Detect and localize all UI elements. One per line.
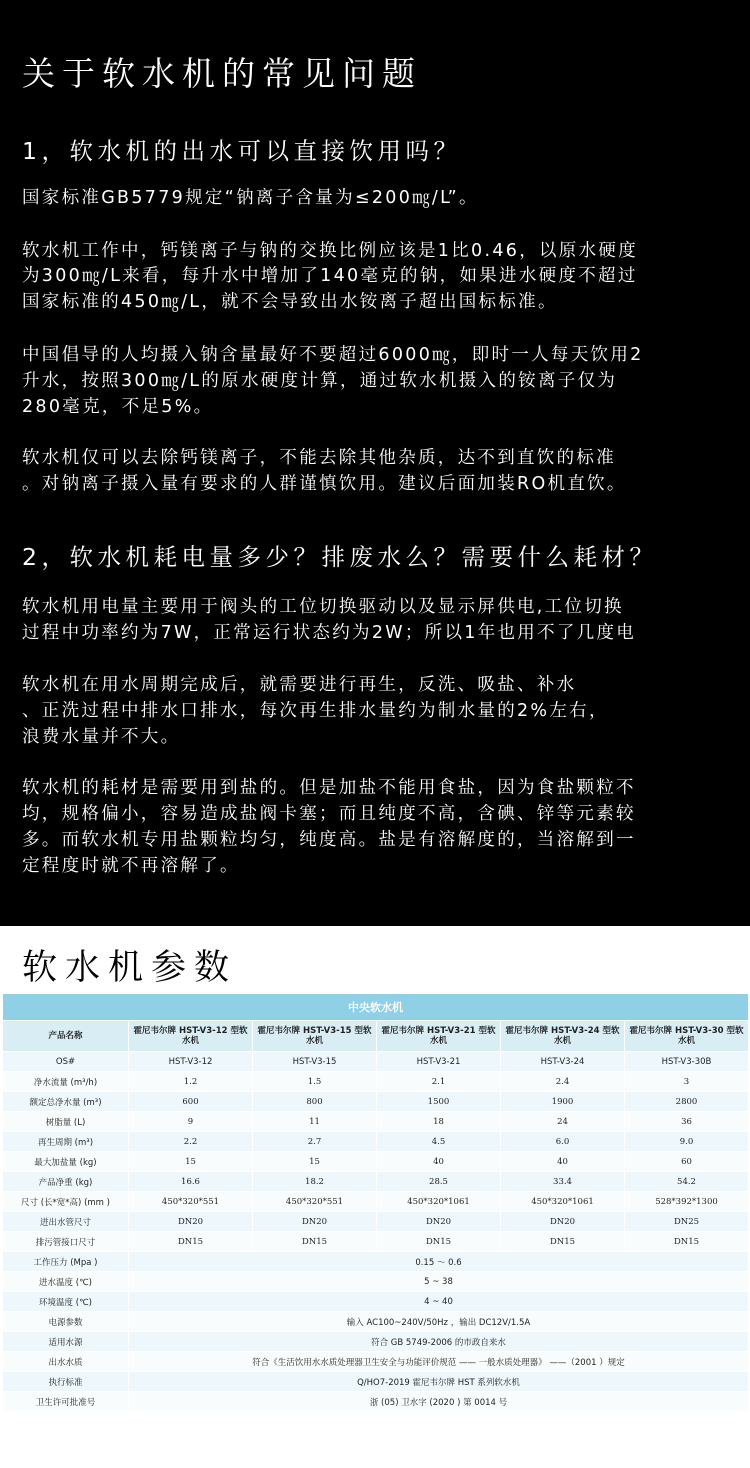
table-banner-row <box>3 994 749 1021</box>
table-cell: 2.4 <box>501 1072 625 1092</box>
table-row <box>3 1332 749 1352</box>
table-cell: 18 <box>377 1112 501 1132</box>
model-name: 霍尼韦尔牌 HST-V3-15 型软水机 <box>253 1021 377 1052</box>
table-row <box>3 1132 749 1152</box>
table-cell-merged: Q/HO7-2019 霍尼韦尔牌 HST 系列软水机 <box>129 1372 749 1392</box>
table-cell: 40 <box>377 1152 501 1172</box>
table-cell: 24 <box>501 1112 625 1132</box>
row-label: 工作压力 (Mpa ) <box>3 1252 129 1272</box>
table-row <box>3 1212 749 1232</box>
table-cell-merged: 浙 (05) 卫水字 (2020 ) 第 0014 号 <box>129 1392 749 1412</box>
table-cell: 33.4 <box>501 1172 625 1192</box>
table-cell: 60 <box>625 1152 749 1172</box>
table-cell: 528*392*1300 <box>625 1192 749 1212</box>
row-label: 出水水质 <box>3 1352 129 1372</box>
table-cell: DN20 <box>377 1212 501 1232</box>
row-label: 产品净重 (kg) <box>3 1172 129 1192</box>
row-label: 尺寸 (长*宽*高) (mm ) <box>3 1192 129 1212</box>
faq-answer-1-line: 升水，按照300㎎/L的原水硬度计算，通过软水机摄入的铵离子仅为 <box>22 371 618 391</box>
table-cell: DN15 <box>377 1232 501 1252</box>
table-cell: 28.5 <box>377 1172 501 1192</box>
table-row <box>3 1172 749 1192</box>
table-row <box>3 1252 749 1272</box>
table-row <box>3 1072 749 1092</box>
table-cell: DN15 <box>253 1232 377 1252</box>
header-label: 产品名称 <box>3 1021 129 1052</box>
table-cell: 450*320*551 <box>253 1192 377 1212</box>
faq-answer-1-line: 软水机工作中，钙镁离子与钠的交换比例应该是1比0.46，以原水硬度 <box>22 241 638 261</box>
faq-question-1: 1，软水机的出水可以直接饮用吗？ <box>22 137 462 165</box>
faq-answer-2-line: 浪费水量并不大。 <box>22 727 181 747</box>
table-cell: 9.0 <box>625 1132 749 1152</box>
faq-answer-2-line: 、正洗过程中排水口排水，每次再生排水量约为制水量的2%左右， <box>22 701 609 721</box>
table-cell-merged: 输入 AC100~240V/50Hz ，输出 DC12V/1.5A <box>129 1312 749 1332</box>
faq-question-2: 2，软水机耗电量多少？排废水么？需要什么耗材？ <box>22 543 658 571</box>
table-row <box>3 1152 749 1172</box>
row-label: 净水流量 (m³/h) <box>3 1072 129 1092</box>
row-label: 树脂量 (L) <box>3 1112 129 1132</box>
table-cell: 2800 <box>625 1092 749 1112</box>
faq-answer-1-line: 280毫克，不足5%。 <box>22 397 214 417</box>
table-cell: 450*320*1061 <box>377 1192 501 1212</box>
row-label: 执行标准 <box>3 1372 129 1392</box>
faq-answer-2-line: 均，规格偏小，容易造成盐阀卡塞；而且纯度不高，含碘、锌等元素较 <box>22 804 636 824</box>
table-cell: DN15 <box>625 1232 749 1252</box>
table-cell-merged: 符合《生活饮用水水质处理器卫生安全与功能评价规范 —— 一般水质处理器》 ——（2001 ）规定 <box>129 1352 749 1372</box>
table-cell: 18.2 <box>253 1172 377 1192</box>
table-row <box>3 1272 749 1292</box>
table-row <box>3 1232 749 1252</box>
table-cell: 1500 <box>377 1092 501 1112</box>
table-row <box>3 1192 749 1212</box>
table-cell: DN20 <box>501 1212 625 1232</box>
row-label: 进出水管尺寸 <box>3 1212 129 1232</box>
table-cell-merged: 5 ~ 38 <box>129 1272 749 1292</box>
table-cell: 36 <box>625 1112 749 1132</box>
table-cell: HST-V3-21 <box>377 1052 501 1072</box>
row-label: 进水温度 (℃) <box>3 1272 129 1292</box>
row-label: 适用水源 <box>3 1332 129 1352</box>
faq-answer-1-line: 中国倡导的人均摄入钠含量最好不要超过6000㎎，即时一人每天饮用2 <box>22 345 644 365</box>
table-cell: 450*320*1061 <box>501 1192 625 1212</box>
table-cell: DN15 <box>129 1232 253 1252</box>
row-label: 环境温度 (℃) <box>3 1292 129 1312</box>
table-cell: 1.2 <box>129 1072 253 1092</box>
row-label: 排污管接口尺寸 <box>3 1232 129 1252</box>
model-name: 霍尼韦尔牌 HST-V3-21 型软水机 <box>377 1021 501 1052</box>
spec-table <box>2 993 749 1412</box>
model-name: 霍尼韦尔牌 HST-V3-30 型软水机 <box>625 1021 749 1052</box>
table-cell: HST-V3-12 <box>129 1052 253 1072</box>
table-cell: 15 <box>129 1152 253 1172</box>
table-cell: 800 <box>253 1092 377 1112</box>
table-cell: HST-V3-24 <box>501 1052 625 1072</box>
faq-answer-1-line: 为300㎎/L来看，每升水中增加了140毫克的钠，如果进水硬度不超过 <box>22 266 638 286</box>
faq-title: 关于软水机的常见问题 <box>22 54 422 93</box>
table-cell: 600 <box>129 1092 253 1112</box>
faq-answer-2-line: 软水机的耗材是需要用到盐的。但是加盐不能用食盐，因为食盐颗粒不 <box>22 778 636 798</box>
table-cell: 2.2 <box>129 1132 253 1152</box>
table-cell: 4.5 <box>377 1132 501 1152</box>
table-row <box>3 1372 749 1392</box>
faq-answer-1-line: 软水机仅可以去除钙镁离子，不能去除其他杂质，达不到直饮的标准 <box>22 448 616 468</box>
table-row <box>3 1392 749 1412</box>
faq-answer-1-line: 国家标准GB5779规定“钠离子含量为≤200㎎/L”。 <box>22 188 479 208</box>
table-header-row <box>3 1021 749 1052</box>
table-cell: 40 <box>501 1152 625 1172</box>
row-label: 再生周期 (m³) <box>3 1132 129 1152</box>
table-cell: 11 <box>253 1112 377 1132</box>
table-row <box>3 1352 749 1372</box>
faq-answer-1-line: 。对钠离子摄入量有要求的人群谨慎饮用。建议后面加装RO机直饮。 <box>22 474 627 494</box>
table-cell: 9 <box>129 1112 253 1132</box>
table-cell: 3 <box>625 1072 749 1092</box>
faq-answer-2-line: 多。而软水机专用盐颗粒均匀，纯度高。盐是有溶解度的，当溶解到一 <box>22 830 636 850</box>
table-cell: 2.7 <box>253 1132 377 1152</box>
table-banner: 中央软水机 <box>3 994 749 1021</box>
table-cell: 2.1 <box>377 1072 501 1092</box>
table-cell-merged: 0.15 ～ 0.6 <box>129 1252 749 1272</box>
row-label: OS# <box>3 1052 129 1072</box>
faq-answer-2-line: 定程度时就不再溶解了。 <box>22 856 240 876</box>
faq-answer-2-line: 软水机用电量主要用于阀头的工位切换驱动以及显示屏供电,工位切换 <box>22 597 624 617</box>
table-row <box>3 1312 749 1332</box>
table-row <box>3 1092 749 1112</box>
table-cell: DN20 <box>253 1212 377 1232</box>
table-cell: 1.5 <box>253 1072 377 1092</box>
faq-answer-1-line: 国家标准的450㎎/L，就不会导致出水铵离子超出国标标准。 <box>22 292 558 312</box>
row-label: 卫生许可批准号 <box>3 1392 129 1412</box>
model-name: 霍尼韦尔牌 HST-V3-12 型软水机 <box>129 1021 253 1052</box>
row-label: 额定总净水量 (m³) <box>3 1092 129 1112</box>
spec-title: 软水机参数 <box>22 948 238 988</box>
row-label: 电源参数 <box>3 1312 129 1332</box>
table-cell: 450*320*551 <box>129 1192 253 1212</box>
table-row <box>3 1052 749 1072</box>
table-cell: 54.2 <box>625 1172 749 1192</box>
faq-answer-2-line: 软水机在用水周期完成后，就需要进行再生，反洗、吸盐、补水 <box>22 675 577 695</box>
table-cell: 6.0 <box>501 1132 625 1152</box>
table-row <box>3 1292 749 1312</box>
row-label: 最大加盐量 (kg) <box>3 1152 129 1172</box>
model-name: 霍尼韦尔牌 HST-V3-24 型软水机 <box>501 1021 625 1052</box>
table-cell: 1900 <box>501 1092 625 1112</box>
table-cell: DN15 <box>501 1232 625 1252</box>
table-cell: 16.6 <box>129 1172 253 1192</box>
table-cell-merged: 4 ~ 40 <box>129 1292 749 1312</box>
table-cell: 15 <box>253 1152 377 1172</box>
table-cell-merged: 符合 GB 5749-2006 的市政自来水 <box>129 1332 749 1352</box>
table-cell: HST-V3-15 <box>253 1052 377 1072</box>
table-cell: DN20 <box>129 1212 253 1232</box>
table-row <box>3 1112 749 1132</box>
table-cell: HST-V3-30B <box>625 1052 749 1072</box>
faq-answer-2-line: 过程中功率约为7W，正常运行状态约为2W；所以1年也用不了几度电 <box>22 623 637 643</box>
table-cell: DN25 <box>625 1212 749 1232</box>
